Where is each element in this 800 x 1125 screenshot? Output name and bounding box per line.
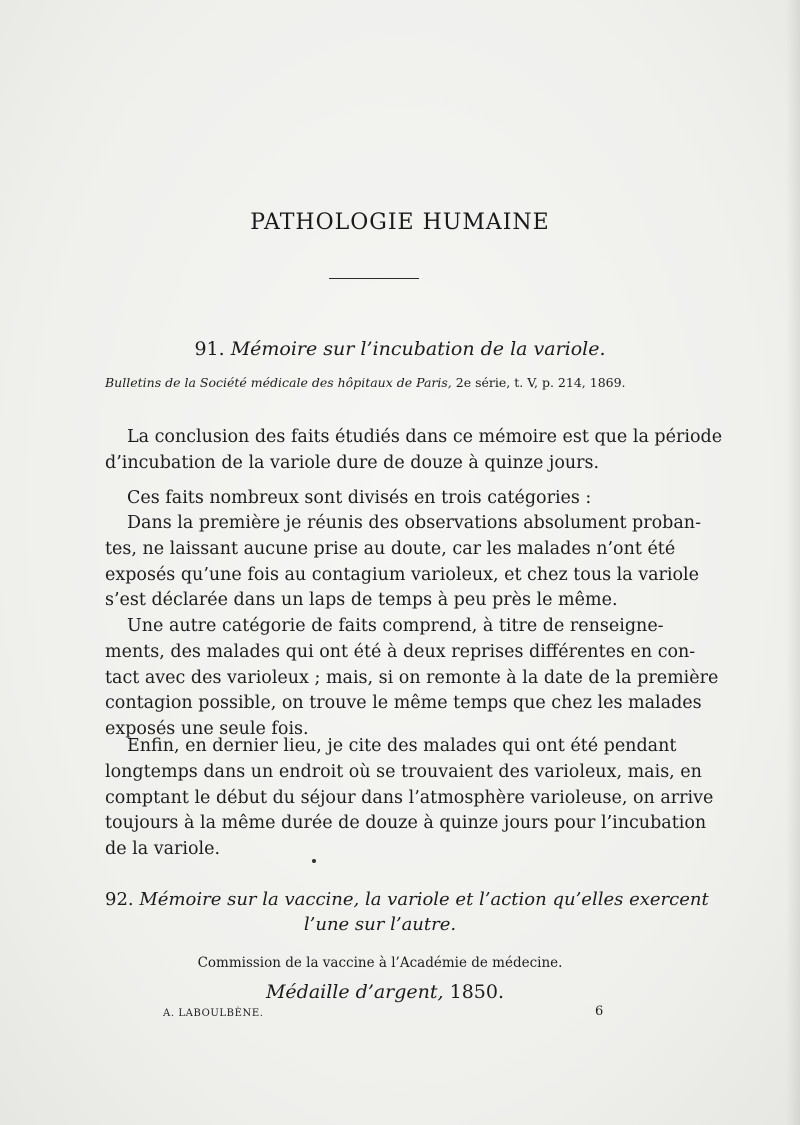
page-edge-shadow	[786, 0, 800, 1125]
item-91-title: Mémoire sur l’incubation de la variole.	[230, 338, 606, 360]
paragraph-line: tact avec des varioleux ; mais, si on remonte à la date de la première	[105, 667, 719, 688]
item-91-source-details: 2e série, t. V, p. 214, 1869.	[451, 375, 626, 390]
paragraph-line: contagion possible, on trouve le même temps que chez les malades	[105, 693, 702, 714]
item-91-source-journal: Bulletins de la Société médicale des hôpitaux de Paris,	[105, 375, 452, 390]
paragraph-line: s’est déclarée dans un laps de temps à peu près le même.	[105, 590, 618, 611]
paragraph-line: toujours à la même durée de douze à quinze jours pour l’incubation	[105, 813, 707, 834]
paragraph-line: de la variole.	[105, 839, 221, 860]
paragraph-third-category	[105, 734, 714, 863]
item-92-commission: Commission de la vaccine à l’Académie de médecine.	[197, 955, 563, 971]
item-92-number: 92.	[105, 889, 134, 910]
paragraph-line: Ces faits nombreux sont divisés en trois catégories :	[127, 488, 592, 508]
item-92-medal	[0, 981, 770, 1003]
paragraph-line: tes, ne laissant aucune prise au doute, car les malades n’ont été	[105, 538, 676, 559]
section-title: PATHOLOGIE HUMAINE	[250, 210, 550, 235]
paragraph-line: comptant le début du séjour dans l’atmosphère varioleuse, on arrive	[105, 787, 714, 808]
item-91-heading	[0, 338, 800, 360]
paragraph-line: Une autre catégorie de faits comprend, à titre de renseigne-	[127, 616, 664, 636]
paragraph-line: Dans la première je réunis des observations absolument proban-	[127, 513, 701, 533]
footer-signature-mark: 6	[595, 1004, 604, 1019]
paragraph-second-category	[105, 614, 719, 743]
item-92-title-row	[105, 887, 709, 912]
paragraph-line: longtemps dans un endroit où se trouvaient des varioleux, mais, en	[105, 761, 702, 782]
paragraph-line: d’incubation de la variole dure de douze à quinze jours.	[105, 452, 600, 473]
paragraph-categories	[105, 486, 655, 512]
medal-label: Médaille d’argent,	[265, 981, 444, 1003]
paragraph-line: exposés une seule fois.	[105, 719, 309, 740]
paragraph-line: La conclusion des faits étudiés dans ce mémoire est que la période	[127, 427, 723, 447]
paragraph-first-category	[105, 511, 701, 614]
title-divider	[329, 278, 419, 279]
item-92-title-line1: Mémoire sur la vaccine, la variole et l’action qu’elles exercent	[139, 889, 709, 910]
item-92-heading	[105, 887, 709, 937]
paragraph-line: ments, des malades qui ont été à deux reprises différentes en con-	[105, 641, 696, 662]
paragraph-line: exposés qu’une fois au contagium varioleux, et chez tous la variole	[105, 564, 700, 585]
item-91-number: 91.	[194, 338, 225, 360]
item-92-title-line2: l’une sur l’autre.	[303, 914, 457, 935]
ink-speck	[312, 859, 316, 863]
medal-year: 1850.	[443, 981, 505, 1003]
paragraph-line: Enfin, en dernier lieu, je cite des malades qui ont été pendant	[127, 736, 677, 756]
footer-author: A. LABOULBÈNE.	[163, 1008, 264, 1019]
paragraph-conclusion	[105, 425, 723, 477]
item-91-source	[105, 375, 695, 390]
